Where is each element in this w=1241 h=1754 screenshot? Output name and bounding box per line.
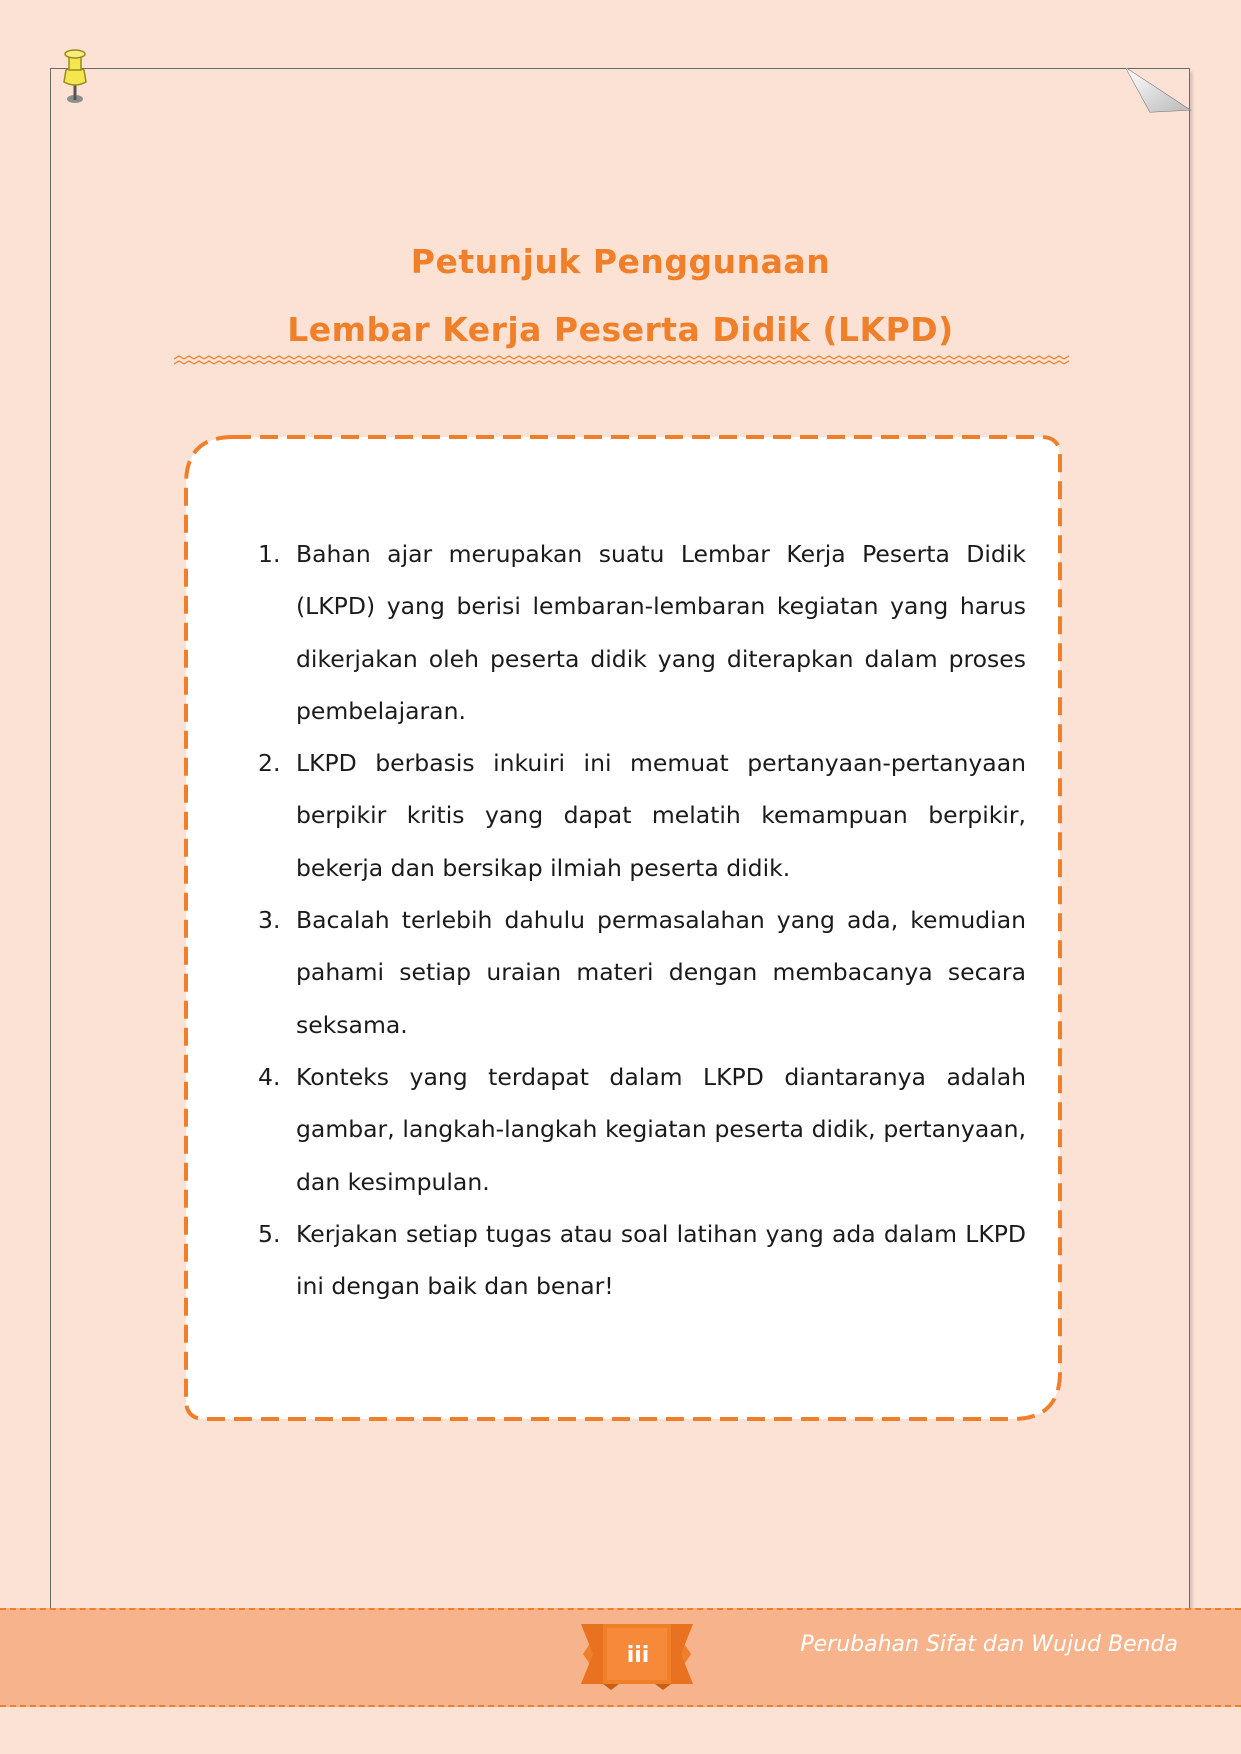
wavy-divider bbox=[174, 355, 1069, 369]
list-item bbox=[258, 894, 1026, 1051]
book-title: Perubahan Sifat dan Wujud Benda bbox=[800, 1632, 1178, 1657]
list-item bbox=[258, 1051, 1026, 1208]
list-text: Kerjakan setiap tugas atau soal latihan yang ada dalam LKPD ini dengan baik dan benar! bbox=[296, 1219, 1026, 1301]
list-number: 2. bbox=[258, 749, 281, 778]
list-number: 1. bbox=[258, 540, 281, 568]
list-text: LKPD berbasis inkuiri ini memuat pertanyaan-pertanyaan berpikir kritis yang dapat melatih kemampuan berpikir, bekerja dan bersikap ilmiah peserta didik. bbox=[296, 749, 1026, 882]
page-title: Petunjuk Penggunaan bbox=[410, 242, 831, 281]
instruction-list bbox=[258, 528, 1026, 1312]
list-number: 3. bbox=[258, 906, 281, 935]
list-number: 4. bbox=[258, 1062, 281, 1091]
list-number: 5. bbox=[258, 1219, 281, 1248]
list-item bbox=[258, 528, 1026, 737]
page-number: iii bbox=[626, 1643, 650, 1668]
push-pin-icon bbox=[56, 46, 96, 106]
page-subtitle: Lembar Kerja Peserta Didik (LKPD) bbox=[287, 310, 954, 349]
list-item bbox=[258, 737, 1026, 894]
list-text: Konteks yang terdapat dalam LKPD diantaranya adalah gambar, langkah-langkah kegiatan peserta didik, pertanyaan, dan kesimpulan. bbox=[296, 1062, 1026, 1196]
page-curl-icon bbox=[1124, 68, 1192, 116]
list-text: Bahan ajar merupakan suatu Lembar Kerja Peserta Didik (LKPD) yang berisi lembaran-lembaran kegiatan yang harus dikerjakan oleh peserta didik yang diterapkan dalam proses pembelajaran. bbox=[296, 540, 1026, 725]
list-text: Bacalah terlebih dahulu permasalahan yang ada, kemudian pahami setiap uraian materi dengan membacanya secara seksama. bbox=[296, 906, 1026, 1039]
list-item bbox=[258, 1208, 1026, 1313]
